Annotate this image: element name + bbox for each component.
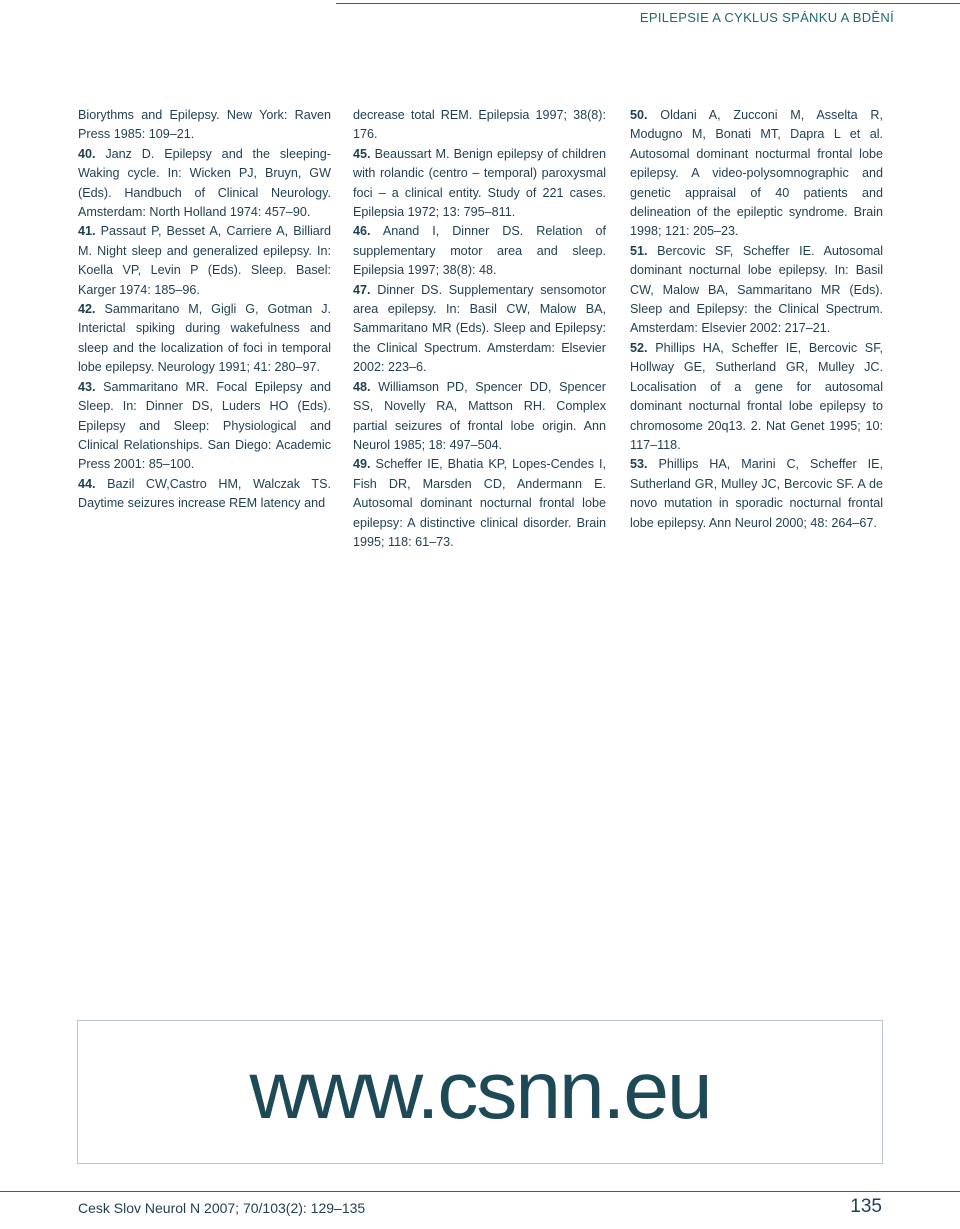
reference-text: Dinner DS. Supplementary sensomotor area epilepsy. In: Basil CW, Malow BA, Sammaritano MR (Eds). Sleep and Epilepsy: the Clinical Spectrum. Amsterdam: Elsevier 2002: 223–6.: [353, 282, 607, 375]
reference-item: [353, 281, 606, 378]
reference-number: 43.: [78, 379, 96, 394]
header-rule: [336, 3, 960, 4]
reference-text: Anand I, Dinner DS. Relation of supplementary motor area and sleep. Epilepsia 1997; 38(8): 48.: [353, 224, 606, 278]
page-number: 135: [850, 1196, 882, 1217]
footer-rule: [0, 1191, 960, 1192]
reference-text: Janz D. Epilepsy and the sleeping-Waking cycle. In: Wicken PJ, Bruyn, GW (Eds). Handbuch of Clinical Neurology. Amsterdam: North Holland 1974: 457–90.: [78, 146, 331, 220]
reference-item: [353, 145, 606, 223]
reference-number: 50.: [630, 108, 648, 122]
reference-item: [630, 242, 883, 339]
reference-text: Biorythms and Epilepsy. New York: Raven Press 1985: 109–21.: [78, 108, 331, 142]
reference-item: [630, 339, 883, 455]
reference-item: [78, 145, 331, 223]
reference-text: Bercovic SF, Scheffer IE. Autosomal dominant nocturnal lobe epilepsy. In: Basil CW, Malow BA, Sammaritano MR (Eds). Sleep and Epilepsy: the Clinical Spectrum. Amsterdam: Elsevier 2002: 217–21.: [630, 243, 883, 336]
reference-item: [78, 106, 331, 145]
journal-citation: Cesk Slov Neurol N 2007; 70/103(2): 129–135: [78, 1200, 366, 1216]
reference-item: [78, 222, 331, 300]
reference-number: 52.: [630, 340, 648, 355]
reference-text: Bazil CW,Castro HM, Walczak TS. Daytime seizures increase REM latency and: [78, 476, 332, 511]
reference-item: [78, 378, 331, 475]
reference-number: 49.: [353, 457, 371, 472]
reference-text: Phillips HA, Scheffer IE, Bercovic SF, Hollway GE, Sutherland GR, Mulley JC. Localisation of a gene for autosomal dominant nocturnal frontal lobe epilepsy to chromosome 20q13. 2. Nat Genet 1995; 10: 117–118.: [630, 340, 883, 452]
reference-item: [353, 222, 606, 280]
reference-text: Sammaritano M, Gigli G, Gotman J. Interictal spiking during wakefulness and sleep and the localization of foci in temporal lobe epilepsy. Neurology 1991; 41: 280–97.: [78, 302, 331, 375]
reference-number: 53.: [630, 457, 648, 472]
reference-text: Williamson PD, Spencer DD, Spencer SS, Novelly RA, Mattson RH. Complex partial seizures of frontal lobe origin. Ann Neurol 1985; 18: 497–504.: [353, 379, 606, 452]
reference-item: [353, 106, 606, 145]
reference-item: [353, 455, 606, 552]
reference-text: Passaut P, Besset A, Carriere A, Billiard M. Night sleep and generalized epilepsy. In: Koella VP, Levin P (Eds). Sleep. Basel: Karger 1974: 185–96.: [78, 224, 331, 297]
reference-number: 47.: [353, 282, 371, 297]
reference-item: [353, 378, 606, 456]
reference-column-3: [630, 106, 883, 533]
website-promo-box: [77, 1020, 883, 1164]
reference-text: Oldani A, Zucconi M, Asselta R, Modugno M, Bonati MT, Dapra L et al. Autosomal dominant nocturmal frontal lobe epilepsy. A video-polysomnographic and genetic appraisal of 40 patients and delineation of the epileptic syndrome. Brain 1998; 121: 205–23.: [630, 108, 883, 239]
reference-number: 44.: [78, 476, 96, 491]
reference-item: [78, 475, 331, 514]
running-title: EPILEPSIE A CYKLUS SPÁNKU A BDĚNÍ: [639, 10, 894, 25]
reference-text: Scheffer IE, Bhatia KP, Lopes-Cendes I, Fish DR, Marsden CD, Andermann E. Autosomal dominant nocturnal frontal lobe epilepsy: A distinctive clinical disorder. Brain 1995; 118: 61–73.: [353, 457, 606, 549]
running-header: [0, 0, 960, 40]
reference-column-1: [78, 106, 331, 514]
reference-number: 45.: [353, 146, 371, 161]
reference-number: 41.: [78, 224, 96, 239]
reference-text: decrease total REM. Epilepsia 1997; 38(8): 176.: [353, 108, 606, 142]
website-url[interactable]: www.csnn.eu: [249, 1045, 711, 1136]
reference-number: 42.: [78, 302, 96, 317]
reference-number: 40.: [78, 146, 96, 161]
reference-text: Sammaritano MR. Focal Epilepsy and Sleep. In: Dinner DS, Luders HO (Eds). Epilepsy and Sleep: Physiological and Clinical Relationships. San Diego: Academic Press 2001: 85–100.: [78, 379, 331, 472]
reference-item: [630, 455, 883, 533]
reference-column-2: [353, 106, 606, 552]
reference-item: [630, 106, 883, 242]
reference-number: 48.: [353, 379, 371, 394]
reference-number: 51.: [630, 243, 648, 258]
reference-text: Beaussart M. Benign epilepsy of children with rolandic (centro – temporal) paroxysmal foci – a clinical entity. Study of 221 cases. Epilepsia 1972; 13: 795–811.: [353, 146, 607, 220]
reference-text: Phillips HA, Marini C, Scheffer IE, Sutherland GR, Mulley JC, Bercovic SF. A de novo mutation in sporadic nocturnal frontal lobe epilepsy. Ann Neurol 2000; 48: 264–67.: [630, 457, 884, 530]
reference-number: 46.: [353, 224, 371, 239]
reference-item: [78, 300, 331, 378]
